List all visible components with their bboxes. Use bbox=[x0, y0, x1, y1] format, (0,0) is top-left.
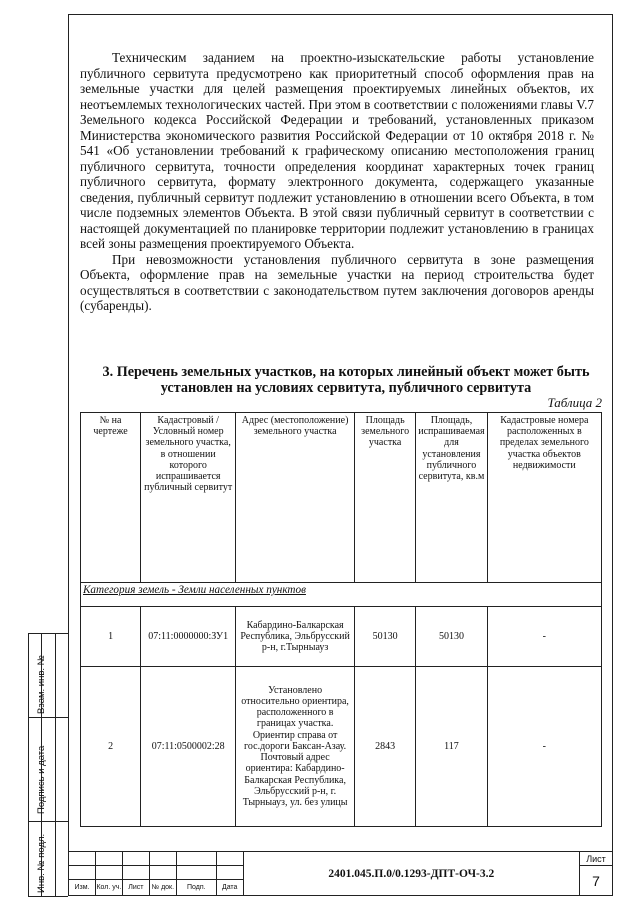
section-heading: 3. Перечень земельных участков, на которых линейный объект может быть установлен на условиях сервитута, публичного сервитута bbox=[102, 364, 590, 396]
paragraph: Техническим заданием на проектно-изыскательские работы установление публичного сервитута предусмотрено как приоритетный способ оформления прав на земельные участки для целей размещения проектируемых линейных объектов, их неотъемлемых технологических частей. При этом в соответствии с положениями главы V.7 Земельного кодекса Российской Федерации и требований, установленных приказом Министерства экономического развития Российской Федерации от 10 октября 2018 г. № 541 «Об установлении требований к графическому описанию местоположения границ публичного сервитута, точности определения координат характерных точек границ публичного сервитута, формату электронного документа, содержащего указанные сведения, публичный сервитут подлежит установлению в отношении всего Объекта, в том числе подземных элементов Объекта. В этой связи публичный сервитут в соответствии с настоящей документацией по планировке территории подлежит установлению в границах всей зоны размещения проектируемого Объекта. bbox=[80, 50, 594, 251]
header-cell: Площадь, испрашиваемая для установления публичного сервитута, кв.м bbox=[416, 413, 487, 583]
land-plots-table bbox=[80, 412, 602, 827]
margin-divider bbox=[28, 821, 68, 822]
land-category: Категория земель - Земли населенных пунктов bbox=[81, 583, 602, 607]
margin-divider bbox=[28, 633, 68, 634]
cell-cadastral: 07:11:0500002:28 bbox=[141, 667, 236, 827]
header-cell: Адрес (местоположение) земельного участка bbox=[236, 413, 355, 583]
title-block bbox=[68, 851, 613, 896]
cell-easement-area: 50130 bbox=[416, 607, 487, 667]
document-number: 2401.045.П.0/0.1293-ДПТ-ОЧ-3.2 bbox=[243, 852, 579, 896]
table-label: Таблица 2 bbox=[547, 395, 602, 410]
stamp-col-doc: № док. bbox=[149, 880, 176, 896]
margin-label-inv-podl: Инв. № подл. bbox=[36, 833, 47, 893]
cell-cadastral: 07:11:0000000:ЗУ1 bbox=[141, 607, 236, 667]
stamp-col-kol: Кол. уч. bbox=[95, 880, 122, 896]
table-header-row bbox=[81, 413, 602, 583]
cell-num: 1 bbox=[81, 607, 141, 667]
binding-margin bbox=[28, 633, 68, 896]
sheet-label: Лист bbox=[579, 852, 612, 866]
cell-address: Кабардино-Балкарская Республика, Эльбрусский р-н, г.Тырныауз bbox=[236, 607, 355, 667]
margin-line bbox=[28, 633, 29, 896]
stamp-col-podp: Подп. bbox=[176, 880, 216, 896]
header-cell: Кадастровый / Условный номер земельного участка, в отношении которого испрашивается публичный сервитут bbox=[141, 413, 236, 583]
header-cell: № на чертеже bbox=[81, 413, 141, 583]
sheet-number: 7 bbox=[579, 866, 612, 896]
body-text bbox=[80, 50, 594, 314]
cell-area: 2843 bbox=[355, 667, 416, 827]
cell-objects: - bbox=[487, 667, 601, 827]
margin-divider bbox=[28, 896, 68, 897]
cell-easement-area: 117 bbox=[416, 667, 487, 827]
margin-divider bbox=[28, 717, 68, 718]
header-cell: Кадастровые номера расположенных в пределах земельного участка объектов недвижимости bbox=[487, 413, 601, 583]
stamp-col-list: Лист bbox=[122, 880, 149, 896]
paragraph: При невозможности установления публичного сервитута в зоне размещения Объекта, оформление прав на земельные участки на период строительства будет осуществляться в соответствии с законодательством путем заключения договоров аренды (субаренды). bbox=[80, 251, 594, 313]
margin-line bbox=[55, 633, 56, 896]
margin-label-podpis: Подпись и дата bbox=[36, 745, 47, 814]
cell-area: 50130 bbox=[355, 607, 416, 667]
cell-address: Установлено относительно ориентира, расположенного в границах участка. Ориентир справа от гос.дороги Баксан-Азау. Почтовый адрес ориентира: Кабардино-Балкарская Республика, Эльбрусский р-н, г. Тырныауз, ул. без улицы bbox=[236, 667, 355, 827]
cell-objects: - bbox=[487, 607, 601, 667]
table-row bbox=[81, 607, 602, 667]
table-row bbox=[81, 667, 602, 827]
header-cell: Площадь земельного участка bbox=[355, 413, 416, 583]
category-row bbox=[81, 583, 602, 607]
cell-num: 2 bbox=[81, 667, 141, 827]
margin-label-vzam: Взам. инв. № bbox=[36, 655, 47, 714]
stamp-col-izm: Изм. bbox=[69, 880, 96, 896]
stamp-col-data: Дата bbox=[216, 880, 243, 896]
